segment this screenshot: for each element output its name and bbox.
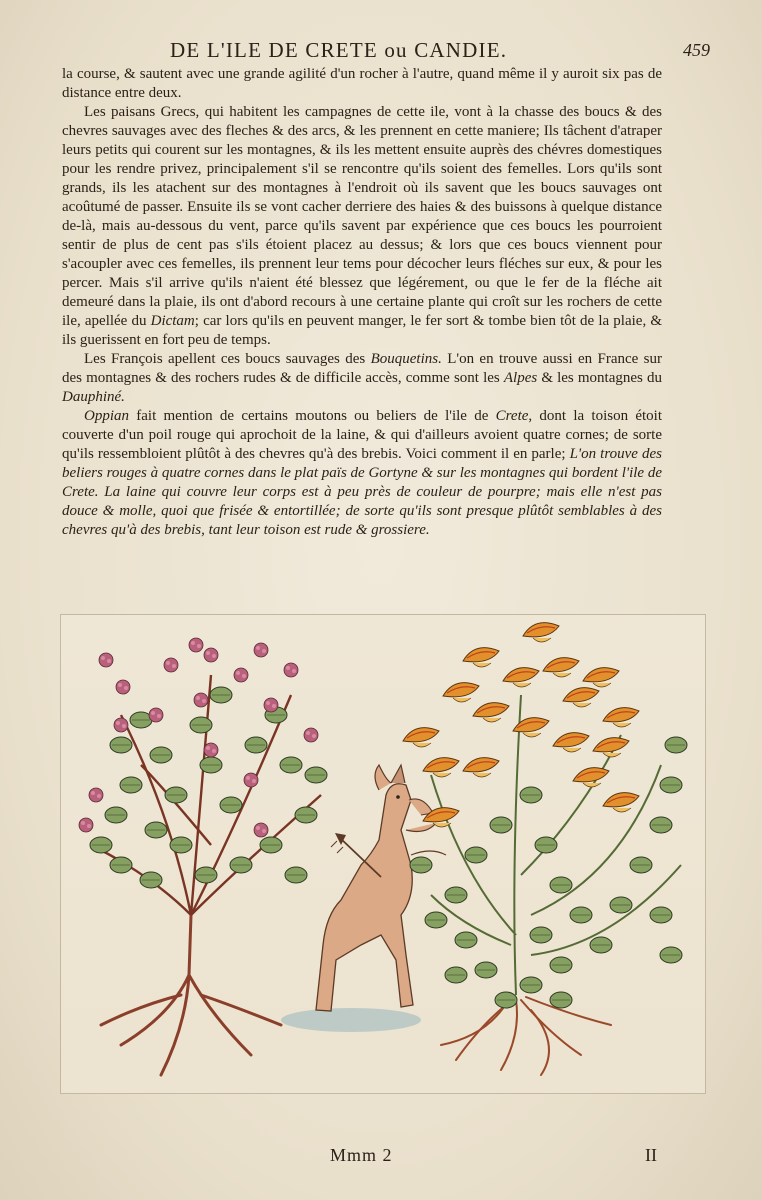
right-plant-leaves (410, 737, 687, 1008)
page-number: 459 (683, 40, 710, 60)
italic-run: Dictam (150, 313, 195, 329)
signature-mark: Mmm 2 (330, 1145, 393, 1165)
text-run: ; car lors qu'ils en peuvent manger, le fer sort & tombe bien tôt de la plaie, & ils guerissent en fort peu de temps. (62, 313, 662, 348)
illustration-dittany-goat (61, 615, 705, 1093)
right-plant-roots (441, 995, 611, 1075)
paragraph (62, 350, 662, 407)
chapter-title: DE L'ILE DE CRETE ou CANDIE. (170, 38, 508, 62)
goat-figure (316, 765, 446, 1011)
italic-run: Dauphiné. (62, 389, 125, 405)
italic-run: L'on trouve des beliers rouges à quatre cornes dans le plat païs de Gortyne & sur les montagnes qui bordent l'ile de Crete. La laine qui couvre leur corps est à peu près de couleur de pourpre; mais elle n'est pas douce & molle, quoi que frisée & entortillée; de sorte qu'ils sont presque plûtôt semblables à des chevres qu'à des brebis, tant leur toison est rude & grossiere. (62, 446, 662, 538)
italic-run: Bouquetins. (370, 351, 442, 367)
ground-patch (281, 1008, 421, 1032)
italic-run: Crete (495, 408, 529, 424)
paragraph (62, 407, 662, 540)
text-run: & les montagnes du (537, 370, 662, 386)
italic-run: Oppian (84, 408, 129, 424)
running-header (70, 38, 710, 68)
left-plant-roots (101, 915, 281, 1075)
text-run: , dont la toison étoit couverte d'un poil rouge qui aprochoit de la laine, & qui d'ailleurs avoient quatre cornes; de sorte qu'ils ressembloient plûtôt à des chevres qu'à des brebis. Voici comment il en parle; (62, 408, 663, 462)
italic-run: Alpes (503, 370, 538, 386)
text-run: la course, & sautent avec une grande agilité d'un rocher à l'autre, quand même il y auroit six pas de distance entre deux. (62, 66, 662, 101)
paragraph (62, 103, 662, 350)
paragraph (62, 65, 662, 103)
text-run: Les paisans Grecs, qui habitent les campagnes de cette ile, vont à la chasse des boucs & des chevres sauvages avec des fleches & des arcs, & les prennent en cette maniere; Ils tâchent d'atraper leurs petits qui courent sur les montagnes, & ils les mettent ensuite auprès des chévres domestiques pour les rendre privez, principalement s'il se rencontre qu'ils soient des femelles. Lors qu'ils sont grands, ils les atachent sur des montagnes à l'endroit où ils savent que les boucs sauvages ont acoûtumé de passer. Ensuite ils se vont cacher derriere des haies & des buissons à quelque distance de-là, mais au-dessous du vent, parce qu'ils savent par expérience que ces boucs les pourroient sentir de plus de cent pas s'ils étoient placez au dessus; & lors que ces boucs viennent pour s'acoupler avec ces femelles, ils prennent leur tems pour décocher leurs fléches sur eux, & pour les percer. Mais s'il arrive qu'ils n'aient été blessez que légérement, ou que le fer de la fléche ait demeuré dans la plaie, ils ont d'abord recours à une certaine plante qui croît sur les rochers de cette ile, apellée du (62, 104, 662, 329)
engraved-plate (60, 614, 706, 1094)
text-run: Les François apellent ces boucs sauvages des (84, 351, 371, 367)
body-text (62, 65, 662, 540)
show-through-text (702, 70, 762, 110)
text-run: fait mention de certains moutons ou beliers de l'ile de (129, 408, 496, 424)
text-run: L'on en trouve aussi en France sur des montagnes & des rochers rudes & de difficile accès, comme sont les (62, 351, 662, 386)
sheet-number: II (645, 1145, 657, 1165)
